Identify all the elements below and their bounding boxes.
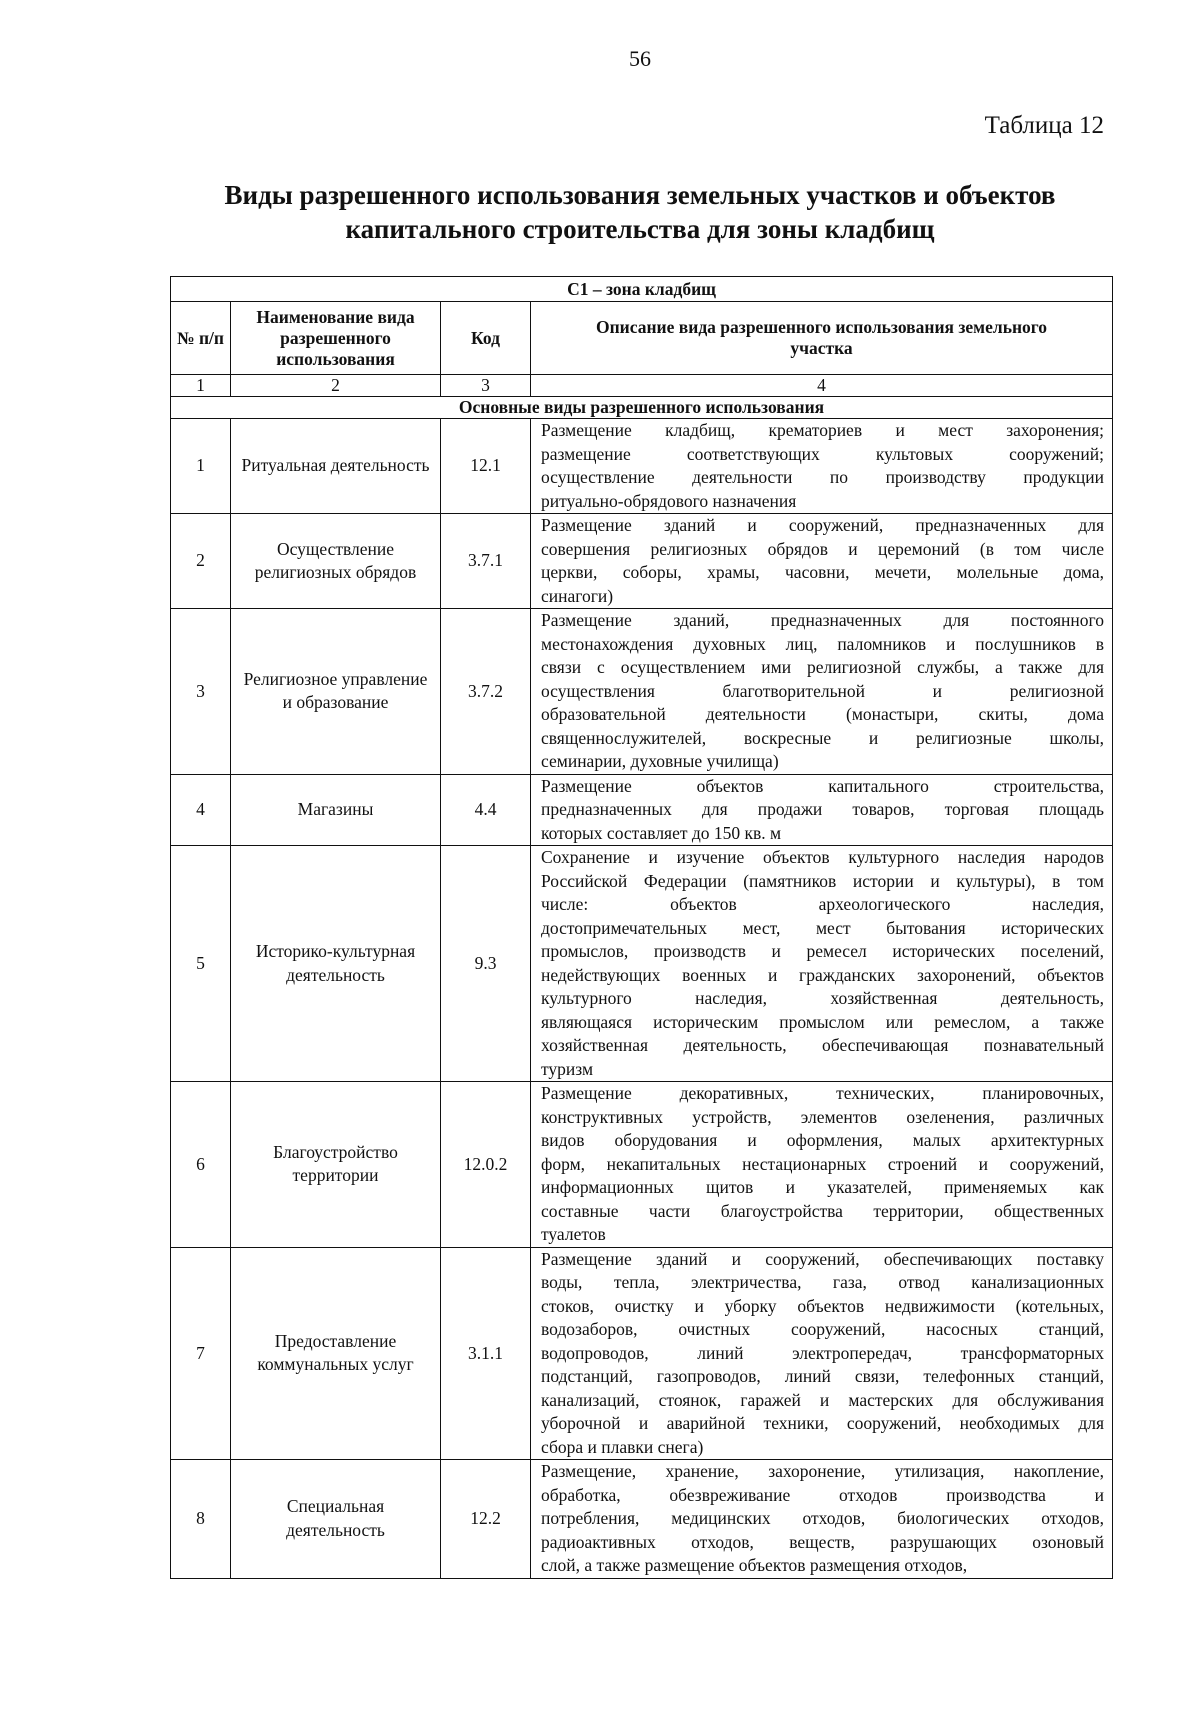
column-header-code: Код [441, 302, 531, 375]
use-type-description [531, 1460, 1113, 1579]
description-line: форм, некапитальных нестационарных строений и сооружений, [541, 1153, 1105, 1174]
table-row [171, 846, 1113, 1082]
column-header-name: Наименование вида разрешенного использования [231, 302, 441, 375]
use-type-code: 12.0.2 [441, 1082, 531, 1248]
column-header-num: № п/п [171, 302, 231, 375]
description-line: предназначенных для продажи товаров, торговая площадь [541, 799, 1105, 819]
description-line: туалетов [541, 1224, 606, 1244]
table-row [171, 1460, 1113, 1579]
description-line: сбора и плавки снега) [541, 1436, 704, 1457]
description-line: видов оборудования и оформления, малых архитектурных [541, 1130, 1105, 1150]
use-type-name: Специальная деятельность [231, 1460, 441, 1579]
description-line: канализаций, стоянок, гаражей и мастерских для обслуживания [541, 1389, 1105, 1410]
row-number: 8 [171, 1460, 231, 1579]
use-type-name: Осуществление религиозных обрядов [231, 514, 441, 609]
row-number: 2 [171, 514, 231, 609]
description-line: семинарии, духовные училища) [541, 751, 779, 771]
document-title [150, 178, 1130, 246]
use-type-description [531, 1082, 1113, 1248]
table-row [171, 514, 1113, 609]
table-row [171, 609, 1113, 775]
use-type-code: 3.1.1 [441, 1247, 531, 1460]
use-type-code: 12.2 [441, 1460, 531, 1579]
description-line: священнослужителей, воскресные и религиозные школы, [541, 727, 1105, 748]
use-type-name: Магазины [231, 774, 441, 846]
description-line: осуществление деятельности по производству продукции [541, 467, 1105, 487]
page-number: 56 [629, 46, 651, 71]
table-row [171, 1247, 1113, 1460]
description-line: обработка, обезвреживание отходов производства и [541, 1484, 1105, 1505]
use-type-description [531, 1247, 1113, 1460]
use-type-code: 9.3 [441, 846, 531, 1082]
description-line: ритуально-обрядового назначения [541, 490, 797, 511]
use-type-code: 3.7.2 [441, 609, 531, 775]
description-line: достопримечательных мест, мест бытования исторических [541, 917, 1105, 938]
section-title: Основные виды разрешенного использования [171, 397, 1113, 419]
row-number: 3 [171, 609, 231, 775]
description-line: Размещение зданий, предназначенных для постоянного [541, 610, 1105, 630]
column-number: 4 [531, 375, 1113, 397]
description-line: Размещение зданий и сооружений, предназначенных для [541, 515, 1105, 535]
column-header-description: Описание вида разрешенного использования земельного участка [531, 302, 1113, 375]
description-line: числе: объектов археологического наследия, [541, 894, 1105, 914]
description-line: туризм [541, 1058, 594, 1079]
description-line: Размещение, хранение, захоронение, утилизация, накопление, [541, 1461, 1105, 1481]
description-line: Размещение кладбищ, крематориев и мест захоронения; [541, 420, 1105, 440]
use-type-code: 4.4 [441, 774, 531, 846]
use-type-name: Историко-культурная деятельность [231, 846, 441, 1082]
use-type-description [531, 774, 1113, 846]
description-line: Сохранение и изучение объектов культурного наследия народов [541, 847, 1105, 867]
permitted-use-table [170, 276, 1113, 1579]
row-number: 1 [171, 419, 231, 514]
description-line: водопроводов, линий электропередач, трансформаторных [541, 1342, 1105, 1363]
table-row [171, 419, 1113, 514]
description-line: Размещение зданий и сооружений, обеспечивающих поставку [541, 1248, 1105, 1269]
table-body [171, 419, 1113, 1579]
description-line: размещение соответствующих культовых сооружений; [541, 443, 1105, 464]
description-line: воды, тепла, электричества, газа, отвод канализационных [541, 1272, 1105, 1292]
row-number: 7 [171, 1247, 231, 1460]
description-line: местонахождения духовных лиц, паломников и послушников в [541, 633, 1105, 654]
description-line: стоков, очистку и уборку объектов недвижимости (котельных, [541, 1295, 1105, 1316]
description-line: Размещение объектов капитального строительства, [541, 775, 1105, 796]
description-line: осуществления благотворительной и религиозной [541, 680, 1105, 701]
use-type-code: 3.7.1 [441, 514, 531, 609]
row-number: 6 [171, 1082, 231, 1248]
description-line: подстанций, газопроводов, линий связи, телефонных станций, [541, 1366, 1105, 1386]
description-line: составные части благоустройства территории, общественных [541, 1200, 1105, 1221]
description-line: хозяйственная деятельность, обеспечивающая познавательный [541, 1035, 1105, 1055]
table-label: Таблица 12 [984, 112, 1104, 139]
description-line: потребления, медицинских отходов, биологических отходов, [541, 1508, 1105, 1528]
description-line: водозаборов, очистных сооружений, насосных станций, [541, 1319, 1105, 1339]
description-line: связи с осуществлением ими религиозной службы, а также для [541, 657, 1105, 677]
document-title-line: капитального строительства для зоны кладбищ [345, 214, 935, 244]
row-number: 5 [171, 846, 231, 1082]
use-type-description [531, 419, 1113, 514]
table-row [171, 774, 1113, 846]
description-line: Размещение декоративных, технических, планировочных, [541, 1083, 1105, 1103]
description-line: радиоактивных отходов, веществ, разрушающих озоновый [541, 1531, 1105, 1552]
description-line: культурного наследия, хозяйственная деятельность, [541, 988, 1105, 1008]
description-line: конструктивных устройств, элементов озеленения, различных [541, 1106, 1105, 1127]
description-line: совершения религиозных обрядов и церемоний (в том числе [541, 538, 1105, 559]
row-number: 4 [171, 774, 231, 846]
use-type-code: 12.1 [441, 419, 531, 514]
use-type-name: Благоустройство территории [231, 1082, 441, 1248]
use-type-description [531, 609, 1113, 775]
table-row [171, 1082, 1113, 1248]
description-line: которых составляет до 150 кв. м [541, 822, 782, 843]
use-type-description [531, 514, 1113, 609]
description-line: уборочной и аварийной техники, сооружений, необходимых для [541, 1413, 1105, 1433]
column-number: 3 [441, 375, 531, 397]
description-line: промыслов, производств и ремесел исторических поселений, [541, 941, 1105, 961]
column-number: 2 [231, 375, 441, 397]
use-type-name: Религиозное управление и образование [231, 609, 441, 775]
description-line: синагоги) [541, 585, 614, 606]
column-number: 1 [171, 375, 231, 397]
description-line: слой, а также размещение объектов размещения отходов, [541, 1555, 968, 1575]
description-line: информационных щитов и указателей, применяемых как [541, 1177, 1105, 1197]
description-line: Российской Федерации (памятников истории и культуры), в том [541, 870, 1105, 891]
description-line: являющаяся историческим промыслом или ремеслом, а также [541, 1011, 1105, 1032]
description-line: недействующих военных и гражданских захоронений, объектов [541, 964, 1105, 985]
description-line: образовательной деятельности (монастыри, скиты, дома [541, 704, 1105, 724]
use-type-description [531, 846, 1113, 1082]
use-type-name: Предоставление коммунальных услуг [231, 1247, 441, 1460]
document-title-line: Виды разрешенного использования земельных участков и объектов [224, 180, 1056, 210]
description-line: церкви, соборы, храмы, часовни, мечети, молельные дома, [541, 562, 1105, 582]
zone-header: С1 – зона кладбищ [171, 277, 1113, 302]
use-type-name: Ритуальная деятельность [231, 419, 441, 514]
